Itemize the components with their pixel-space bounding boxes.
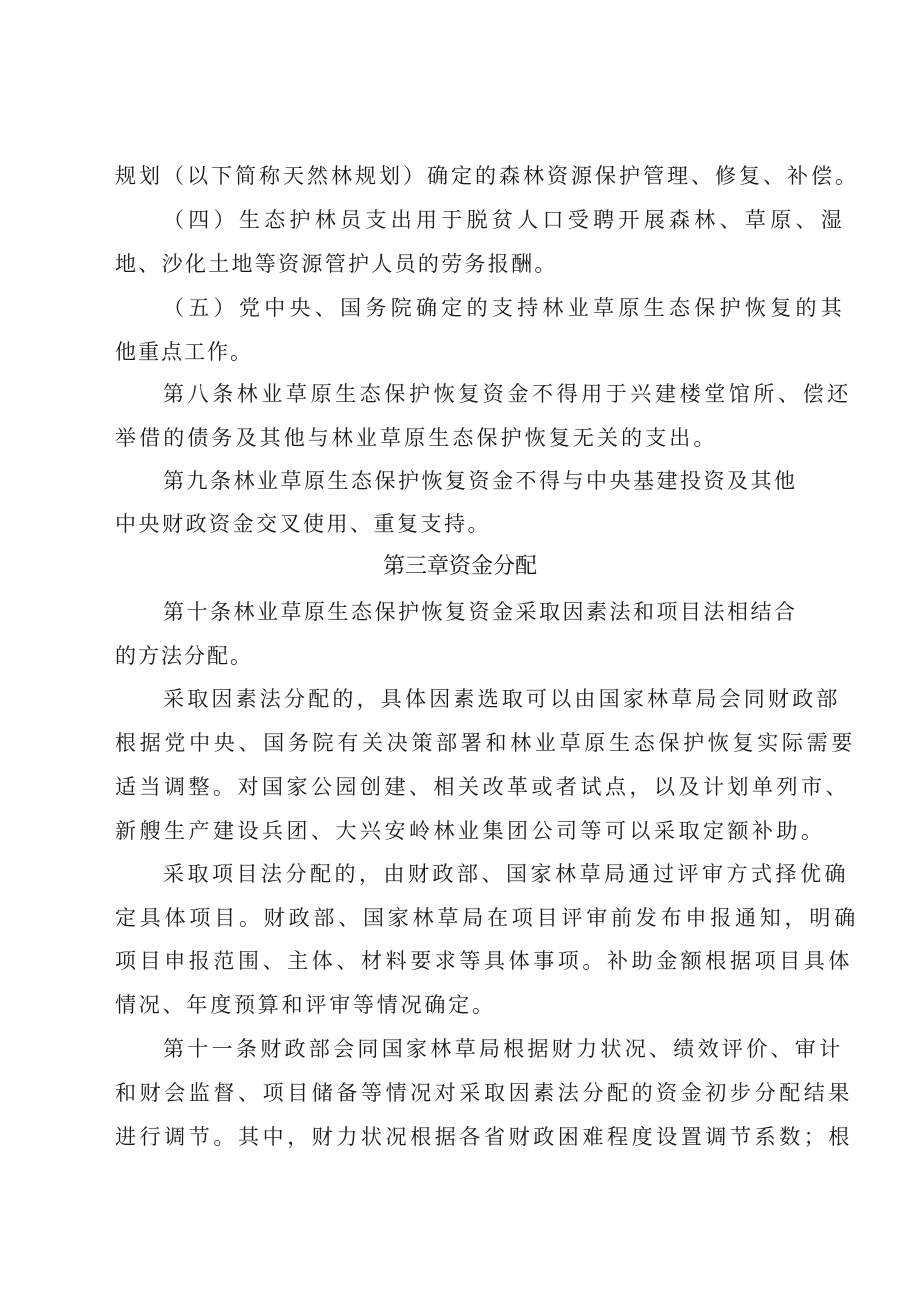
text-line-22: 和财会监督、项目储备等情况对采取因素法分配的资金初步分配结果 — [115, 1081, 853, 1105]
text-line-15: 适当调整。对国家公园创建、相关改革或者试点，以及计划单列市、 — [115, 775, 850, 799]
text-line-12: 的方法分配。 — [115, 644, 253, 668]
text-line-13: 采取因素法分配的，具体因素选取可以由国家林草局会同财政部 — [163, 687, 841, 711]
text-line-9: 中央财政资金交叉使用、重复支持。 — [115, 512, 491, 536]
text-line-20: 情况、年度预算和评审等情况确定。 — [115, 993, 496, 1017]
text-line-3: 地、沙化土地等资源管护人员的劳务报酬。 — [115, 252, 558, 276]
text-line-18: 定具体项目。财政部、国家林草局在项目评审前发布申报通知，明确 — [115, 906, 859, 930]
text-line-8: 第九条林业草原生态保护恢复资金不得与中央基建投资及其他 — [163, 469, 798, 493]
text-line-7: 举借的债务及其他与林业草原生态保护恢复无关的支出。 — [115, 426, 718, 450]
text-line-5: 他重点工作。 — [115, 340, 253, 364]
text-line-23: 进行调节。其中，财力状况根据各省财政困难程度设置调节系数；根 — [115, 1125, 853, 1149]
text-line-14: 根据党中央、国务院有关决策部署和林业草原生态保护恢复实际需要 — [115, 731, 856, 755]
text-line-21: 第十一条财政部会同国家林草局根据财力状况、绩效评价、审计 — [163, 1037, 844, 1061]
text-line-19: 项目申报范围、主体、材料要求等具体事项。补助金额根据项目具体 — [115, 949, 853, 973]
text-line-2: （四）生态护林员支出用于脱贫人口受聘开展森林、草原、湿 — [163, 208, 847, 232]
chapter-heading: 第三章资金分配 — [382, 554, 537, 579]
text-line-1: 规划（以下简称天然林规划）确定的森林资源保护管理、修复、补偿。 — [115, 164, 859, 188]
text-line-17: 采取项目法分配的，由财政部、国家林草局通过评审方式择优确 — [163, 862, 849, 886]
text-line-11: 第十条林业草原生态保护恢复资金采取因素法和项目法相结合 — [163, 600, 798, 624]
text-line-6: 第八条林业草原生态保护恢复资金不得用于兴建楼堂馆所、偿还 — [163, 382, 852, 406]
text-line-16: 新艘生产建设兵团、大兴安岭林业集团公司等可以采取定额补助。 — [115, 819, 826, 843]
text-line-4: （五）党中央、国务院确定的支持林业草原生态保护恢复的其 — [163, 296, 847, 320]
